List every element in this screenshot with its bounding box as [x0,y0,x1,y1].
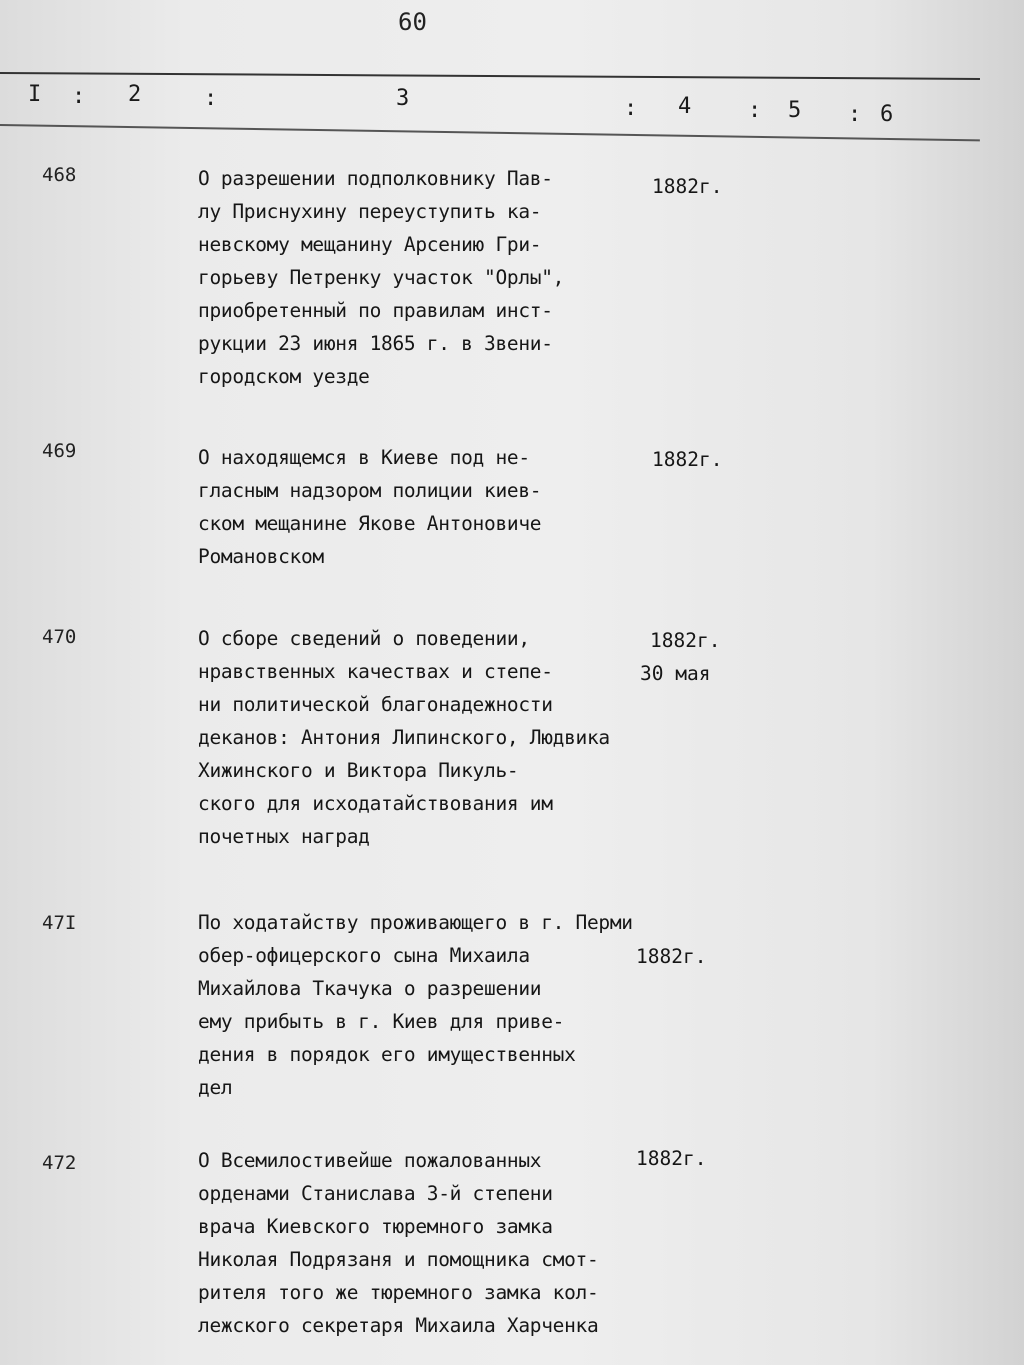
entry-number: 468 [42,164,77,186]
description-line: ему прибыть в г. Киев для приве- [198,1010,565,1033]
description-line: приобретенный по правилам инст- [198,299,553,322]
entry-date: 1882г. [650,629,721,652]
column-header-5: 5 [788,98,802,123]
description-line: рителя того же тюремного замка кол- [198,1281,599,1304]
column-separator: : [624,96,638,121]
description-line: невскому мещанину Арсению Гри- [198,233,542,256]
description-line: горьеву Петренку участок "Орлы", [198,266,565,289]
description-line: ского для исходатайствования им [198,792,553,815]
description-line: нравственных качествах и степе- [198,660,553,683]
entry-number: 47I [42,912,77,934]
description-line: деканов: Антония Липинского, Людвика [198,726,610,749]
column-separator: : [748,98,762,123]
entry-description [198,162,668,393]
description-line: Михайлова Ткачука о разрешении [198,977,542,1000]
description-line: О сборе сведений о поведении, [198,627,530,650]
description-line: По ходатайству проживающего в г. Перми [198,911,633,934]
description-line: врача Киевского тюремного замка [198,1215,553,1238]
description-line: О разрешении подполковнику Пав- [198,167,553,190]
description-line: обер-офицерского сына Михаила [198,944,530,967]
description-line: О находящемся в Киеве под не- [198,446,530,469]
column-header-3: 3 [396,86,410,111]
description-line: орденами Станислава 3-й степени [198,1182,553,1205]
description-line: рукции 23 июня 1865 г. в Звени- [198,332,553,355]
description-line: почетных наград [198,825,370,848]
entry-date: 1882г. [636,1147,707,1170]
header-bottom-rule [0,124,980,141]
description-line: Хижинского и Виктора Пикуль- [198,759,519,782]
entry-date: 1882г. [636,945,707,968]
description-line: дения в порядок его имущественных [198,1043,576,1066]
column-separator: : [204,86,218,111]
description-line: Романовском [198,545,324,568]
header-top-rule [0,72,980,80]
column-separator: : [848,102,862,127]
entry-number: 469 [42,440,77,462]
column-header-2: 2 [128,82,142,107]
page-number: 60 [398,8,427,36]
description-line: ни политической благонадежности [198,693,553,716]
column-header-1: I [28,82,42,107]
entry-description [198,441,668,573]
description-line: ском мещанине Якове Антоновиче [198,512,542,535]
entry-number: 472 [42,1152,77,1174]
description-line: дел [198,1076,233,1099]
column-header-4: 4 [678,94,692,119]
description-line: городском уезде [198,365,370,388]
entry-date: 1882г. [652,448,723,471]
column-header-6: 6 [880,102,894,127]
column-separator: : [72,84,86,109]
description-line: лежского секретаря Михаила Харченка [198,1314,599,1337]
entry-description [198,622,668,853]
description-line: лу Приснухину переуступить ка- [198,200,542,223]
description-line: О Всемилостивейше пожалованных [198,1149,542,1172]
entry-date: 1882г. [652,175,723,198]
entry-description [198,1144,668,1342]
entry-number: 470 [42,626,77,648]
description-line: Николая Подрязаня и помощника смот- [198,1248,599,1271]
description-line: гласным надзором полиции киев- [198,479,542,502]
entry-description [198,906,668,1104]
entry-date-day: 30 мая [640,662,711,685]
